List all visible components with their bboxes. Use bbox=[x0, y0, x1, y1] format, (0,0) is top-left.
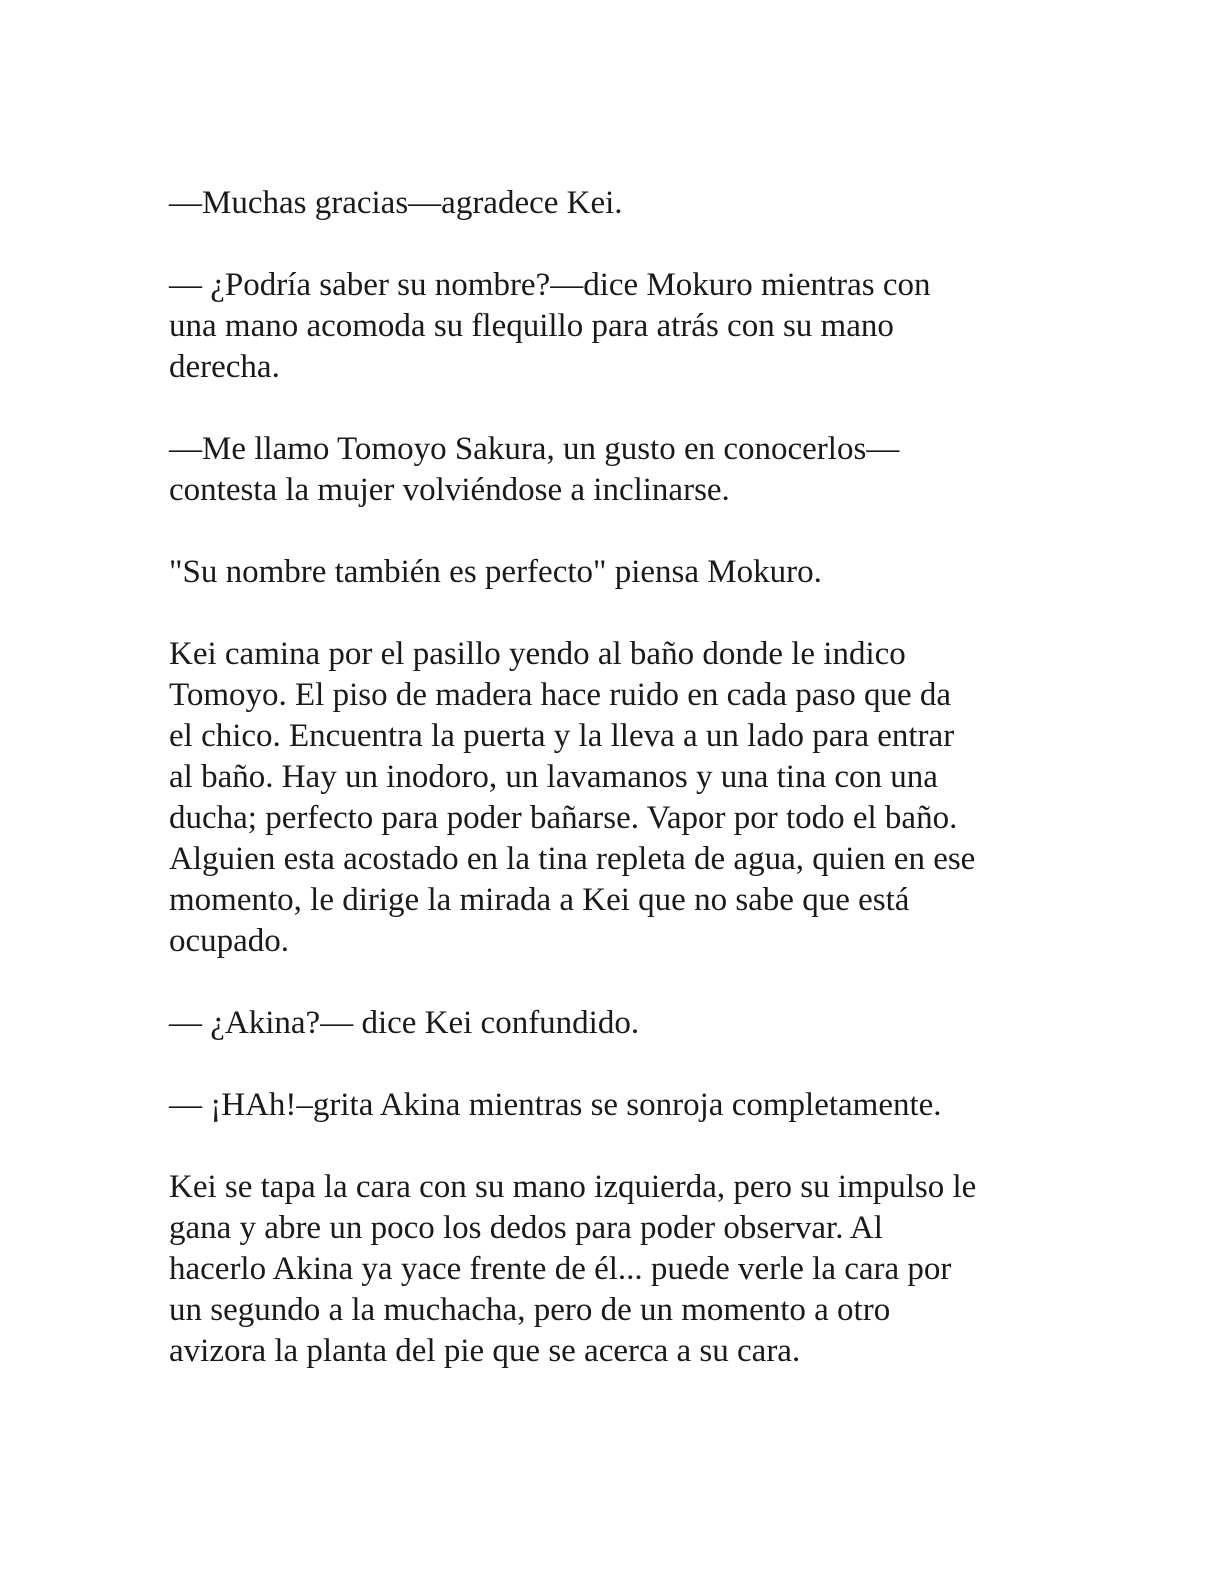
paragraph-1: —Muchas gracias—agradece Kei. bbox=[169, 185, 623, 221]
paragraph-8: Kei se tapa la cara con su mano izquierda, pero su impulso le gana y abre un poco los dedos para poder observar. Al hacerlo Akina ya yace frente de él... puede verle la cara por un segundo a la muchacha, pero de un momento a otro avizora la planta del pie que se acerca a su cara. bbox=[169, 1169, 977, 1369]
paragraph-6: — ¿Akina?— dice Kei confundido. bbox=[169, 1005, 640, 1041]
paragraph-4: "Su nombre también es perfecto" piensa Mokuro. bbox=[169, 554, 822, 590]
body-text bbox=[169, 183, 1069, 1413]
paragraph-2: — ¿Podría saber su nombre?—dice Mokuro mientras con una mano acomoda su flequillo para atrás con su mano derecha. bbox=[169, 267, 931, 385]
paragraph-5: Kei camina por el pasillo yendo al baño donde le indico Tomoyo. El piso de madera hace ruido en cada paso que da el chico. Encuentra la puerta y la lleva a un lado para entrar al baño. Hay un inodoro, un lavamanos y una tina con una ducha; perfecto para poder bañarse. Vapor por todo el baño. Alguien esta acostado en la tina repleta de agua, quien en ese momento, le dirige la mirada a Kei que no sabe que está ocupado. bbox=[169, 636, 976, 959]
paragraph-3: —Me llamo Tomoyo Sakura, un gusto en conocerlos— contesta la mujer volviéndose a inclinarse. bbox=[169, 431, 900, 508]
paragraph-7: — ¡HAh!–grita Akina mientras se sonroja completamente. bbox=[169, 1087, 942, 1123]
